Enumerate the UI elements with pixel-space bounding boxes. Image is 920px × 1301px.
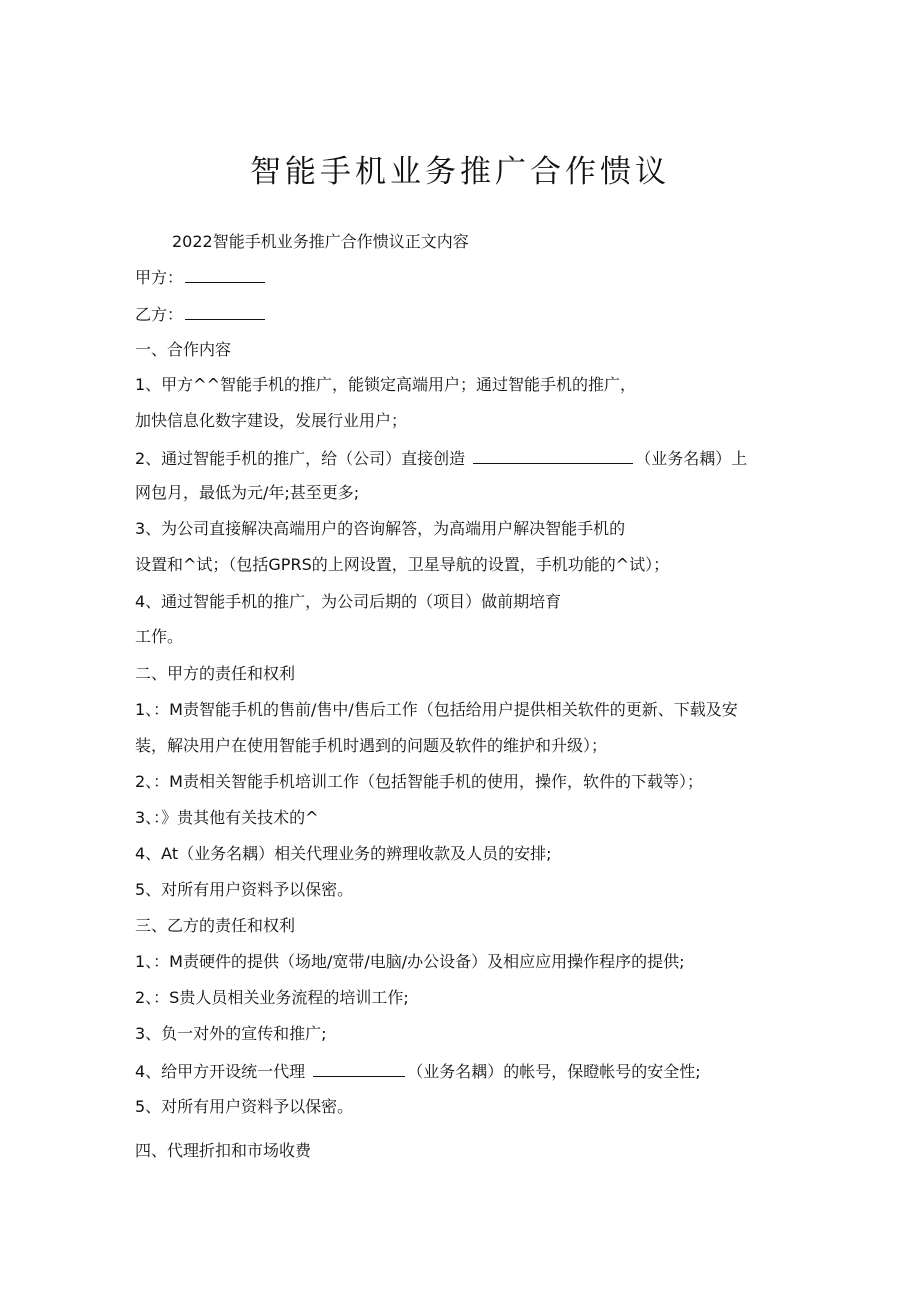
section3-item4-prefix: 4、给甲方开设统一代理 bbox=[135, 1062, 306, 1081]
party-a-label: 甲方： bbox=[135, 268, 184, 287]
section3-item3: 3、负一对外的宣传和推广; bbox=[135, 1024, 327, 1043]
section3-heading: 三、乙方的责任和权利 bbox=[135, 916, 296, 935]
subtitle: 2022智能手机业务推广合作愦议正文内容 bbox=[172, 232, 469, 251]
section1-item1-line2: 加快信息化数字建设，发展行业用户； bbox=[135, 411, 408, 430]
section3-item2: 2、：S贵人员相关业务流程的培训工作; bbox=[135, 988, 409, 1007]
section3-item4 bbox=[135, 1060, 701, 1083]
document-title: 智能手机业务推广合作愦议 bbox=[250, 154, 670, 190]
party-b-label: 乙方： bbox=[135, 305, 184, 324]
section1-heading: 一、合作内容 bbox=[135, 340, 232, 359]
party-b-blank bbox=[185, 303, 265, 320]
section1-item2-prefix: 2、通过智能手机的推广，给（公司）直接创造 bbox=[135, 449, 466, 468]
section1-item1-line1: 1、甲方^^智能手机的推广，能锁定高端用户；通过智能手机的推广， bbox=[135, 375, 636, 394]
section3-item4-blank bbox=[313, 1060, 405, 1077]
section2-item4: 4、At（业务名耦）相关代理业务的辨理收款及人员的安排; bbox=[135, 844, 552, 863]
section3-item5: 5、对所有用户资料予以保密。 bbox=[135, 1097, 354, 1116]
section1-item2-blank bbox=[473, 447, 633, 464]
section1-item4-line2: 工作。 bbox=[135, 627, 184, 646]
section1-item3-line1: 3、为公司直接解决高端用户的咨询解答，为高端用户解决智能手机的 bbox=[135, 519, 626, 538]
section1-item2-line2: 网包月，最低为元/年;甚至更多; bbox=[135, 483, 360, 502]
section2-item1-line1: 1、：M责智能手机的售前/售中/售后工作（包括给用户提供相关软件的更新、下载及安 bbox=[135, 700, 738, 719]
section2-item5: 5、对所有用户资料予以保密。 bbox=[135, 880, 354, 899]
section1-item2-suffix: （业务名耦）上 bbox=[635, 449, 748, 468]
section2-item2: 2、：M责相关智能手机培训工作（包括智能手机的使用，操作，软件的下载等）； bbox=[135, 772, 703, 791]
section2-item3: 3、：》贵其他有关技术的^ bbox=[135, 808, 319, 827]
section4-heading: 四、代理折扣和市场收费 bbox=[135, 1141, 312, 1160]
section1-item3-line2: 设置和^试；（包括GPRS的上网设置，卫星导航的设置，手机功能的^试）； bbox=[135, 555, 670, 574]
party-a-blank bbox=[185, 266, 265, 283]
section2-heading: 二、甲方的责任和权利 bbox=[135, 664, 296, 683]
section1-item4-line1: 4、通过智能手机的推广，为公司后期的（项目）做前期培育 bbox=[135, 592, 562, 611]
section3-item1: 1、：M责硬件的提供（场地/宽带/电脑/办公设备）及相应应用操作程序的提供; bbox=[135, 952, 685, 971]
party-a-line bbox=[135, 266, 267, 289]
section1-item2-line1 bbox=[135, 447, 747, 470]
party-b-line bbox=[135, 303, 267, 326]
section2-item1-line2: 装，解决用户在使用智能手机时遇到的问题及软件的维护和升级）； bbox=[135, 736, 608, 755]
section3-item4-suffix: （业务名耦）的帐号，保瞪帐号的安全性; bbox=[407, 1062, 701, 1081]
